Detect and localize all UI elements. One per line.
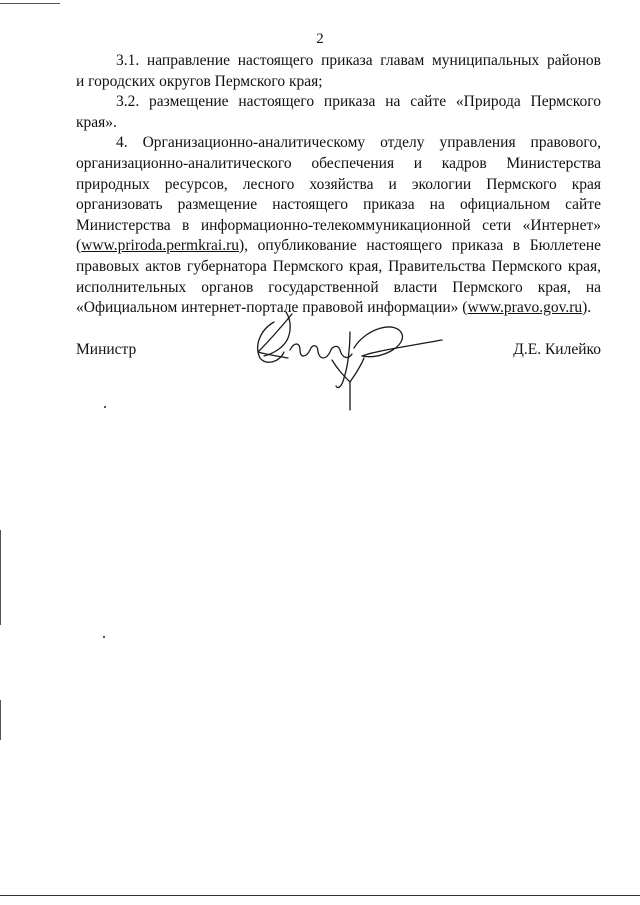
scan-mark: [0, 3, 60, 4]
url-pravo-link[interactable]: www.pravo.gov.ru: [467, 299, 583, 317]
page-number: 2: [316, 31, 324, 47]
url-priroda-link[interactable]: www.priroda.permkrai.ru: [81, 237, 239, 255]
signatory-name: Д.Е. Килейко: [513, 341, 601, 358]
signatory-role: Министр: [76, 341, 137, 358]
paragraph-4-middle: ), опубликование настоящего приказа в Бюллетене правовых актов губернатора Пермского края, Правительства Пермского края, исполнительных органов государственной власти Пермского края, на «Официальном интернет-портале правовой информации» (: [76, 237, 601, 317]
paragraph-4: [76, 133, 601, 318]
scan-bottom-edge: [0, 895, 640, 896]
scan-mark: [104, 406, 106, 408]
paragraph-4-tail: ).: [582, 299, 592, 317]
handwritten-signature: [246, 308, 446, 413]
paragraph-3-1: [76, 51, 601, 92]
scan-mark: [103, 636, 105, 638]
document-body: [76, 51, 601, 319]
scan-mark: [0, 700, 1, 740]
paragraph-3-1-line-2: и городских округов Пермского края;: [76, 72, 323, 90]
paragraph-4-lead: 4. Организационно-аналитическому отделу управления правового, организационно-аналитического обеспечения и кадров Министерства природных ресурсов, лесного хозяйства и экологии Пермского края организовать размещение настоящего приказа на официальном сайте Министерства в информационно-телекоммуникационной сети «Интернет» (: [76, 134, 601, 255]
paragraph-3-2: 3.2. размещение настоящего приказа на сайте «Природа Пермского края».: [76, 93, 601, 131]
paragraph-3-1-line-1: 3.1. направление настоящего приказа главам муниципальных районов: [116, 52, 601, 69]
scan-mark: [0, 530, 1, 625]
